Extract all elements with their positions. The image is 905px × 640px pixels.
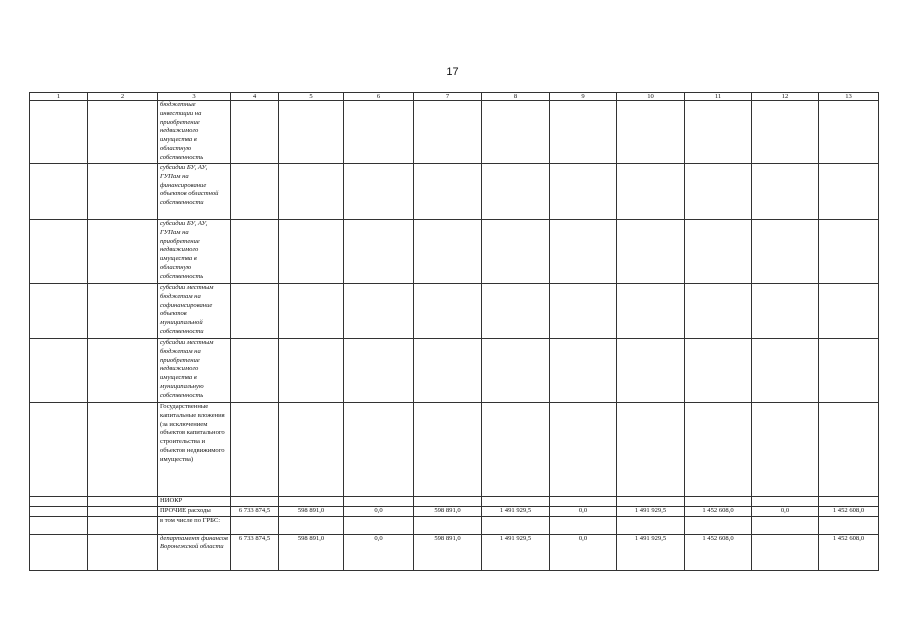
value-cell [279, 164, 344, 220]
value-cell [231, 164, 279, 220]
value-cell [231, 497, 279, 507]
value-cell [482, 284, 550, 339]
table-cell [30, 101, 88, 164]
header-cell: 9 [550, 93, 617, 101]
table-cell [30, 284, 88, 339]
header-cell: 5 [279, 93, 344, 101]
row-description: в том числе по ГРБС: [158, 516, 231, 534]
value-cell [617, 164, 685, 220]
value-cell [819, 403, 879, 497]
value-cell [482, 497, 550, 507]
value-cell [414, 339, 482, 403]
value-cell [752, 164, 819, 220]
value-cell: 598 891,0 [414, 506, 482, 516]
value-cell [819, 220, 879, 284]
value-cell [752, 220, 819, 284]
table-cell [88, 516, 158, 534]
table-cell [30, 403, 88, 497]
value-cell: 598 891,0 [279, 534, 344, 570]
row-description: бюджетные инвестиции на приобретение недвижимого имущества в областную собственность [158, 101, 231, 164]
value-cell [482, 339, 550, 403]
value-cell [819, 101, 879, 164]
value-cell [685, 284, 752, 339]
value-cell [231, 101, 279, 164]
value-cell [231, 403, 279, 497]
value-cell [819, 284, 879, 339]
value-cell [617, 403, 685, 497]
header-cell: 6 [344, 93, 414, 101]
value-cell [685, 497, 752, 507]
value-cell [279, 101, 344, 164]
value-cell [685, 220, 752, 284]
value-cell [819, 339, 879, 403]
table-cell [30, 497, 88, 507]
value-cell [617, 516, 685, 534]
value-cell [550, 220, 617, 284]
row-description: субсидии БУ, АУ, ГУПам на финансирование объектов областной собственности [158, 164, 231, 220]
value-cell [279, 403, 344, 497]
page-number: 17 [446, 66, 459, 78]
value-cell [231, 220, 279, 284]
value-cell [550, 101, 617, 164]
value-cell [279, 284, 344, 339]
value-cell [685, 101, 752, 164]
table-cell [88, 220, 158, 284]
value-cell [344, 164, 414, 220]
value-cell [344, 284, 414, 339]
value-cell [685, 164, 752, 220]
value-cell: 1 491 929,5 [482, 506, 550, 516]
value-cell: 0,0 [550, 506, 617, 516]
value-cell [482, 403, 550, 497]
value-cell [819, 497, 879, 507]
table-cell [88, 403, 158, 497]
table-cell [30, 506, 88, 516]
value-cell [752, 497, 819, 507]
table-cell [30, 220, 88, 284]
table-cell [30, 164, 88, 220]
value-cell [752, 534, 819, 570]
table-row [30, 284, 879, 339]
value-cell [752, 284, 819, 339]
value-cell: 598 891,0 [279, 506, 344, 516]
value-cell [685, 339, 752, 403]
value-cell [414, 101, 482, 164]
header-cell: 10 [617, 93, 685, 101]
header-cell: 7 [414, 93, 482, 101]
value-cell [414, 497, 482, 507]
table-cell [88, 164, 158, 220]
value-cell [550, 497, 617, 507]
value-cell [344, 101, 414, 164]
value-cell [819, 164, 879, 220]
value-cell: 1 491 929,5 [617, 506, 685, 516]
value-cell: 598 891,0 [414, 534, 482, 570]
header-cell: 2 [88, 93, 158, 101]
header-cell: 4 [231, 93, 279, 101]
table-row [30, 497, 879, 507]
header-cell: 12 [752, 93, 819, 101]
value-cell [752, 516, 819, 534]
table-cell [88, 534, 158, 570]
value-cell [344, 497, 414, 507]
value-cell [685, 516, 752, 534]
value-cell: 0,0 [344, 534, 414, 570]
value-cell [482, 516, 550, 534]
value-cell [414, 403, 482, 497]
value-cell [279, 497, 344, 507]
budget-table [29, 92, 879, 571]
header-cell: 1 [30, 93, 88, 101]
table-row [30, 101, 879, 164]
value-cell [550, 403, 617, 497]
value-cell [279, 220, 344, 284]
table-row [30, 220, 879, 284]
table-cell [30, 516, 88, 534]
table-cell [88, 506, 158, 516]
table-row [30, 516, 879, 534]
value-cell [617, 497, 685, 507]
row-description: департамент финансов Воронежской области [158, 534, 231, 570]
value-cell: 0,0 [550, 534, 617, 570]
row-description: субсидии местным бюджетам на приобретение недвижимого имущества в муниципальную собственность [158, 339, 231, 403]
value-cell: 0,0 [752, 506, 819, 516]
row-description: НИОКР [158, 497, 231, 507]
value-cell [344, 403, 414, 497]
table-cell [88, 284, 158, 339]
value-cell [550, 164, 617, 220]
header-cell: 11 [685, 93, 752, 101]
value-cell [550, 516, 617, 534]
table-cell [88, 101, 158, 164]
value-cell [819, 516, 879, 534]
table-cell [88, 497, 158, 507]
value-cell [752, 339, 819, 403]
value-cell: 0,0 [344, 506, 414, 516]
table-row [30, 403, 879, 497]
header-row [30, 93, 879, 101]
value-cell [231, 284, 279, 339]
table-row [30, 534, 879, 570]
row-description: Государственные капитальные вложения (за исключением объектов капитального строительства и объектов недвижимого имущества) [158, 403, 231, 497]
value-cell: 1 452 608,0 [685, 534, 752, 570]
value-cell: 1 452 608,0 [819, 506, 879, 516]
value-cell [344, 220, 414, 284]
table-row [30, 506, 879, 516]
header-cell: 13 [819, 93, 879, 101]
value-cell [752, 403, 819, 497]
value-cell [482, 101, 550, 164]
value-cell [279, 516, 344, 534]
value-cell [617, 339, 685, 403]
value-cell [752, 101, 819, 164]
value-cell [279, 339, 344, 403]
value-cell [344, 516, 414, 534]
value-cell: 6 733 874,5 [231, 534, 279, 570]
value-cell: 1 491 929,5 [482, 534, 550, 570]
row-description: субсидии БУ, АУ, ГУПам на приобретение недвижимого имущества в областную собственность [158, 220, 231, 284]
value-cell: 1 452 608,0 [819, 534, 879, 570]
value-cell [414, 284, 482, 339]
row-description: ПРОЧИЕ расходы [158, 506, 231, 516]
value-cell [414, 220, 482, 284]
value-cell: 1 452 608,0 [685, 506, 752, 516]
value-cell [550, 284, 617, 339]
value-cell [414, 516, 482, 534]
value-cell [550, 339, 617, 403]
header-cell: 3 [158, 93, 231, 101]
value-cell: 6 733 874,5 [231, 506, 279, 516]
table-cell [30, 534, 88, 570]
value-cell [482, 164, 550, 220]
value-cell [685, 403, 752, 497]
row-description: субсидии местным бюджетам на софинансирование объектов муниципальной собственности [158, 284, 231, 339]
value-cell [617, 284, 685, 339]
table-cell [30, 339, 88, 403]
table-row [30, 339, 879, 403]
header-cell: 8 [482, 93, 550, 101]
value-cell [231, 339, 279, 403]
value-cell [344, 339, 414, 403]
value-cell [482, 220, 550, 284]
value-cell [231, 516, 279, 534]
value-cell [617, 101, 685, 164]
table-row [30, 164, 879, 220]
value-cell [617, 220, 685, 284]
table-cell [88, 339, 158, 403]
value-cell [414, 164, 482, 220]
value-cell: 1 491 929,5 [617, 534, 685, 570]
